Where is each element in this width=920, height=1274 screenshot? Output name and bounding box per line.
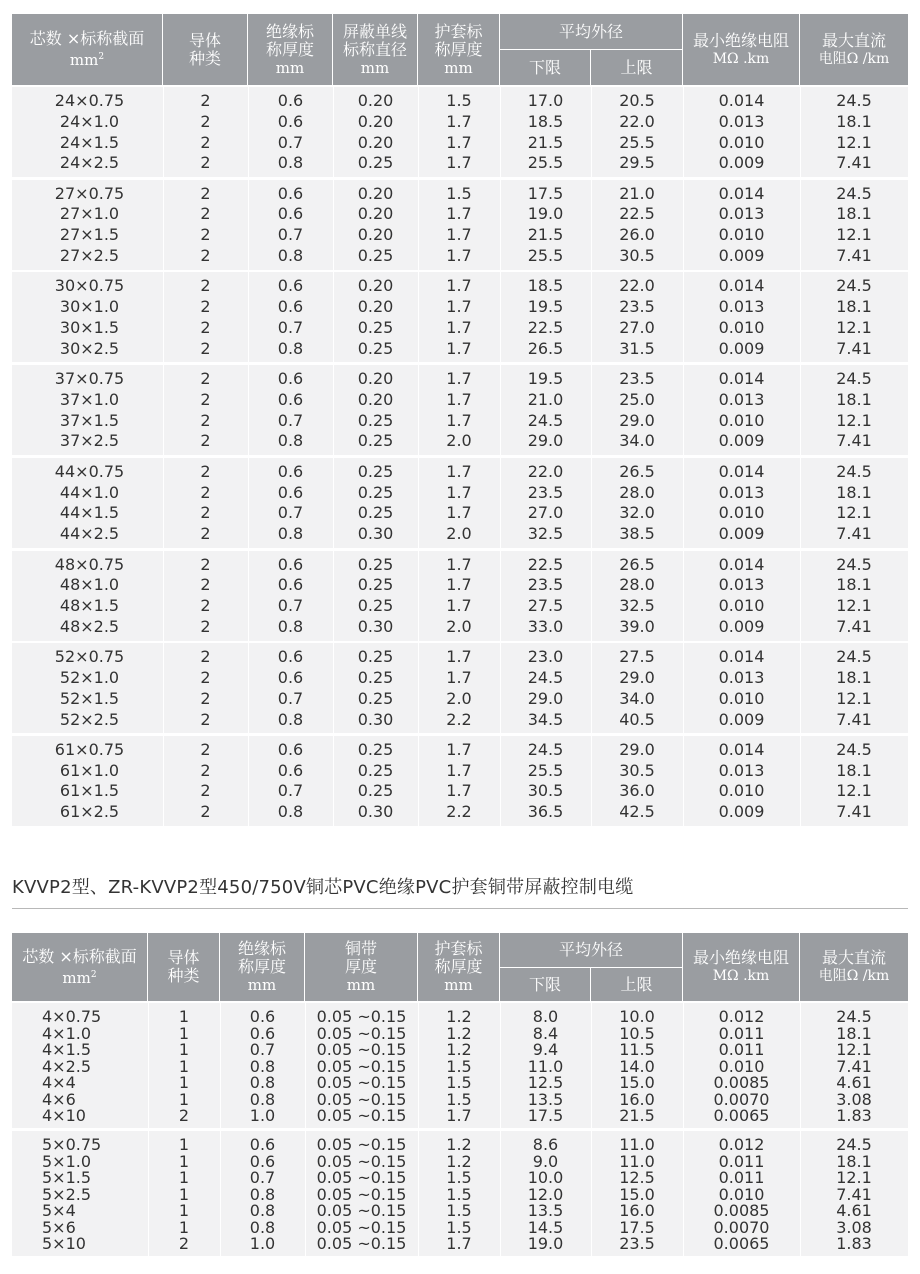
header-max-dc-resistance: 最大直流 电阻Ω /km xyxy=(818,948,890,984)
cell-upper-limit: 10.0 10.5 11.5 14.0 15.0 16.0 21.5 xyxy=(619,1007,655,1125)
row-group xyxy=(12,458,908,548)
cell-sheath-thickness: 1.7 1.7 2.0 2.2 xyxy=(446,647,472,729)
cell-shield-wire-diameter: 0.25 0.25 0.25 0.30 xyxy=(357,647,394,729)
cell-max-dc-resistance: 24.5 18.1 12.1 7.41 xyxy=(836,369,872,451)
cell-min-insulation-resistance: 0.014 0.013 0.010 0.009 xyxy=(718,276,765,358)
cell-lower-limit: 8.0 8.4 9.4 11.0 12.5 13.5 17.5 xyxy=(527,1007,564,1125)
cell-shield-wire-diameter: 0.25 0.25 0.25 0.30 xyxy=(357,461,394,544)
cell-lower-limit: 17.0 18.5 21.5 25.5 xyxy=(527,91,564,173)
cell-copper-tape-thickness: 0.05 ~0.15 0.05 ~0.15 0.05 ~0.15 0.05 ~0.15 0.05 ~0.15 0.05 ~0.15 0.05 ~0.15 xyxy=(316,1135,407,1253)
cell-core-section: 61×0.75 61×1.0 61×1.5 61×2.5 xyxy=(54,739,125,822)
cell-upper-limit: 26.5 28.0 32.0 38.5 xyxy=(619,461,655,544)
cell-max-dc-resistance: 24.5 18.1 12.1 7.41 4.61 3.08 1.83 xyxy=(836,1007,872,1125)
cell-sheath-thickness: 1.2 1.2 1.2 1.5 1.5 1.5 1.7 xyxy=(446,1007,472,1125)
cell-insulation-thickness: 0.6 0.6 0.7 0.8 xyxy=(277,739,304,822)
row-group xyxy=(12,551,908,641)
cell-lower-limit: 19.5 21.0 24.5 29.0 xyxy=(527,369,564,451)
cell-min-insulation-resistance: 0.014 0.013 0.010 0.009 xyxy=(718,554,765,636)
cell-min-insulation-resistance: 0.014 0.013 0.010 0.009 xyxy=(718,461,765,544)
cell-upper-limit: 20.5 22.0 25.5 29.5 xyxy=(619,91,655,173)
cell-sheath-thickness: 1.7 1.7 1.7 2.0 xyxy=(446,369,472,451)
header-upper-limit: 上限 xyxy=(591,50,683,85)
cell-conductor-type: 1 1 1 1 1 1 2 xyxy=(178,1007,190,1125)
cell-min-insulation-resistance: 0.012 0.011 0.011 0.010 0.0085 0.0070 0.0065 xyxy=(713,1135,770,1253)
header-upper-limit: 上限 xyxy=(591,968,683,1001)
cell-core-section: 5×0.75 5×1.0 5×1.5 5×2.5 5×4 5×6 5×10 xyxy=(42,1135,102,1253)
section-divider xyxy=(12,908,908,909)
row-group xyxy=(12,365,908,455)
cell-conductor-type: 2 2 2 2 xyxy=(200,369,211,451)
cell-shield-wire-diameter: 0.20 0.20 0.25 0.25 xyxy=(357,276,394,358)
header-avg-diameter: 平均外径 xyxy=(500,933,683,967)
cell-conductor-type: 2 2 2 2 xyxy=(200,554,211,636)
row-group xyxy=(12,1003,908,1128)
cell-insulation-thickness: 0.6 0.6 0.7 0.8 xyxy=(277,183,304,266)
header-conductor-type: 导体 种类 xyxy=(163,14,248,85)
cell-shield-wire-diameter: 0.20 0.20 0.25 0.25 xyxy=(357,369,394,451)
cell-core-section: 27×0.75 27×1.0 27×1.5 27×2.5 xyxy=(54,183,125,266)
cell-insulation-thickness: 0.6 0.6 0.7 0.8 xyxy=(277,647,304,729)
cell-sheath-thickness: 1.2 1.2 1.5 1.5 1.5 1.5 1.7 xyxy=(446,1135,472,1253)
header-sheath-thickness: 护套标 称厚度 mm xyxy=(418,933,500,1001)
cell-lower-limit: 8.6 9.0 10.0 12.0 13.5 14.5 19.0 xyxy=(527,1135,564,1253)
cell-shield-wire-diameter: 0.25 0.25 0.25 0.30 xyxy=(357,554,394,636)
cell-min-insulation-resistance: 0.012 0.011 0.011 0.010 0.0085 0.0070 0.0065 xyxy=(713,1007,770,1125)
header-core-section: 芯数 ×标称截面 $mm^2$ xyxy=(12,933,148,1001)
cell-upper-limit: 22.0 23.5 27.0 31.5 xyxy=(619,276,655,358)
cell-max-dc-resistance: 24.5 18.1 12.1 7.41 xyxy=(836,739,872,822)
cell-conductor-type: 2 2 2 2 xyxy=(200,739,211,822)
cell-lower-limit: 17.5 19.0 21.5 25.5 xyxy=(527,183,564,266)
row-group xyxy=(12,1131,908,1256)
cell-max-dc-resistance: 24.5 18.1 12.1 7.41 xyxy=(836,183,872,266)
row-group xyxy=(12,180,908,270)
header-conductor-type: 导体 种类 xyxy=(148,933,220,1001)
cell-conductor-type: 1 1 1 1 1 1 2 xyxy=(178,1135,190,1253)
cell-lower-limit: 23.0 24.5 29.0 34.5 xyxy=(527,647,564,729)
cell-insulation-thickness: 0.6 0.6 0.7 0.8 0.8 0.8 1.0 xyxy=(249,1135,276,1253)
cell-upper-limit: 27.5 29.0 34.0 40.5 xyxy=(619,647,655,729)
cell-insulation-thickness: 0.6 0.6 0.7 0.8 0.8 0.8 1.0 xyxy=(249,1007,276,1125)
section-title: KVVP2型、ZR-KVVP2型450/750V铜芯PVC绝缘PVC护套铜带屏蔽控制电缆 xyxy=(12,877,634,898)
cell-sheath-thickness: 1.7 1.7 1.7 2.0 xyxy=(446,461,472,544)
cell-insulation-thickness: 0.6 0.6 0.7 0.8 xyxy=(277,461,304,544)
cell-max-dc-resistance: 24.5 18.1 12.1 7.41 xyxy=(836,647,872,729)
table1-header xyxy=(12,14,908,85)
cell-lower-limit: 18.5 19.5 22.5 26.5 xyxy=(527,276,564,358)
cell-core-section: 30×0.75 30×1.0 30×1.5 30×2.5 xyxy=(54,276,125,358)
cell-sheath-thickness: 1.7 1.7 1.7 2.0 xyxy=(446,554,472,636)
cell-shield-wire-diameter: 0.20 0.20 0.20 0.25 xyxy=(357,91,394,173)
cell-conductor-type: 2 2 2 2 xyxy=(200,91,211,173)
cable-spec-table-2 xyxy=(12,933,908,1259)
cell-conductor-type: 2 2 2 2 xyxy=(200,276,211,358)
row-group xyxy=(12,87,908,177)
cell-core-section: 24×0.75 24×1.0 24×1.5 24×2.5 xyxy=(54,91,125,173)
cell-conductor-type: 2 2 2 2 xyxy=(200,183,211,266)
cell-max-dc-resistance: 24.5 18.1 12.1 7.41 xyxy=(836,461,872,544)
header-min-insulation-resistance: 最小绝缘电阻 MΩ .km xyxy=(683,933,800,1001)
cell-min-insulation-resistance: 0.014 0.013 0.010 0.009 xyxy=(718,91,765,173)
cell-max-dc-resistance: 24.5 18.1 12.1 7.41 xyxy=(836,91,872,173)
cell-insulation-thickness: 0.6 0.6 0.7 0.8 xyxy=(277,276,304,358)
cell-upper-limit: 26.5 28.0 32.5 39.0 xyxy=(619,554,655,636)
cell-max-dc-resistance: 24.5 18.1 12.1 7.41 4.61 3.08 1.83 xyxy=(836,1135,872,1253)
cell-core-section: 44×0.75 44×1.0 44×1.5 44×2.5 xyxy=(54,461,125,544)
cell-conductor-type: 2 2 2 2 xyxy=(200,461,211,544)
cell-sheath-thickness: 1.7 1.7 1.7 1.7 xyxy=(446,276,472,358)
header-sheath-thickness: 护套标 称厚度 mm xyxy=(418,14,500,85)
header-copper-tape-thickness: 铜带 厚度 mm xyxy=(305,933,418,1001)
row-group xyxy=(12,643,908,733)
header-avg-diameter: 平均外径 xyxy=(500,14,683,49)
cell-shield-wire-diameter: 0.20 0.20 0.20 0.25 xyxy=(357,183,394,266)
header-insulation-thickness: 绝缘标 称厚度 mm xyxy=(220,933,305,1001)
cell-insulation-thickness: 0.6 0.6 0.7 0.8 xyxy=(277,369,304,451)
cell-upper-limit: 11.0 11.0 12.5 15.0 16.0 17.5 23.5 xyxy=(619,1135,655,1253)
header-min-insulation-resistance: 最小绝缘电阻 MΩ .km xyxy=(683,14,800,85)
cell-min-insulation-resistance: 0.014 0.013 0.010 0.009 xyxy=(718,647,765,729)
header-core-section: 芯数 ×标称截面 $mm^2$ xyxy=(12,14,163,85)
table2-header xyxy=(12,933,908,1001)
cell-core-section: 48×0.75 48×1.0 48×1.5 48×2.5 xyxy=(54,554,125,636)
cable-spec-table-1 xyxy=(12,14,908,826)
cell-sheath-thickness: 1.5 1.7 1.7 1.7 xyxy=(446,91,472,173)
cell-min-insulation-resistance: 0.014 0.013 0.010 0.009 xyxy=(718,369,765,451)
cell-core-section: 52×0.75 52×1.0 52×1.5 52×2.5 xyxy=(54,647,125,729)
cell-upper-limit: 29.0 30.5 36.0 42.5 xyxy=(619,739,655,822)
cell-min-insulation-resistance: 0.014 0.013 0.010 0.009 xyxy=(718,183,765,266)
cell-core-section: 37×0.75 37×1.0 37×1.5 37×2.5 xyxy=(54,369,125,451)
cell-lower-limit: 22.5 23.5 27.5 33.0 xyxy=(527,554,564,636)
cell-max-dc-resistance: 24.5 18.1 12.1 7.41 xyxy=(836,276,872,358)
cell-max-dc-resistance: 24.5 18.1 12.1 7.41 xyxy=(836,554,872,636)
cell-insulation-thickness: 0.6 0.6 0.7 0.8 xyxy=(277,91,304,173)
cell-core-section: 4×0.75 4×1.0 4×1.5 4×2.5 4×4 4×6 4×10 xyxy=(42,1007,102,1125)
header-lower-limit: 下限 xyxy=(500,968,591,1001)
cell-lower-limit: 24.5 25.5 30.5 36.5 xyxy=(527,739,564,822)
cell-shield-wire-diameter: 0.25 0.25 0.25 0.30 xyxy=(357,739,394,822)
cell-copper-tape-thickness: 0.05 ~0.15 0.05 ~0.15 0.05 ~0.15 0.05 ~0.15 0.05 ~0.15 0.05 ~0.15 0.05 ~0.15 xyxy=(316,1007,407,1125)
header-insulation-thickness: 绝缘标 称厚度 mm xyxy=(248,14,333,85)
cell-lower-limit: 22.0 23.5 27.0 32.5 xyxy=(527,461,564,544)
header-max-dc-resistance: 最大直流 电阻Ω /km xyxy=(818,30,890,67)
row-group xyxy=(12,736,908,826)
cell-upper-limit: 21.0 22.5 26.0 30.5 xyxy=(619,183,655,266)
header-shield-wire-diameter: 屏蔽单线 标称直径 mm xyxy=(333,14,418,85)
cell-upper-limit: 23.5 25.0 29.0 34.0 xyxy=(619,369,655,451)
row-group xyxy=(12,272,908,362)
header-lower-limit: 下限 xyxy=(500,50,591,85)
cell-conductor-type: 2 2 2 2 xyxy=(200,647,211,729)
cell-min-insulation-resistance: 0.014 0.013 0.010 0.009 xyxy=(718,739,765,822)
cell-insulation-thickness: 0.6 0.6 0.7 0.8 xyxy=(277,554,304,636)
cell-sheath-thickness: 1.7 1.7 1.7 2.2 xyxy=(446,739,472,822)
cell-sheath-thickness: 1.5 1.7 1.7 1.7 xyxy=(446,183,472,266)
